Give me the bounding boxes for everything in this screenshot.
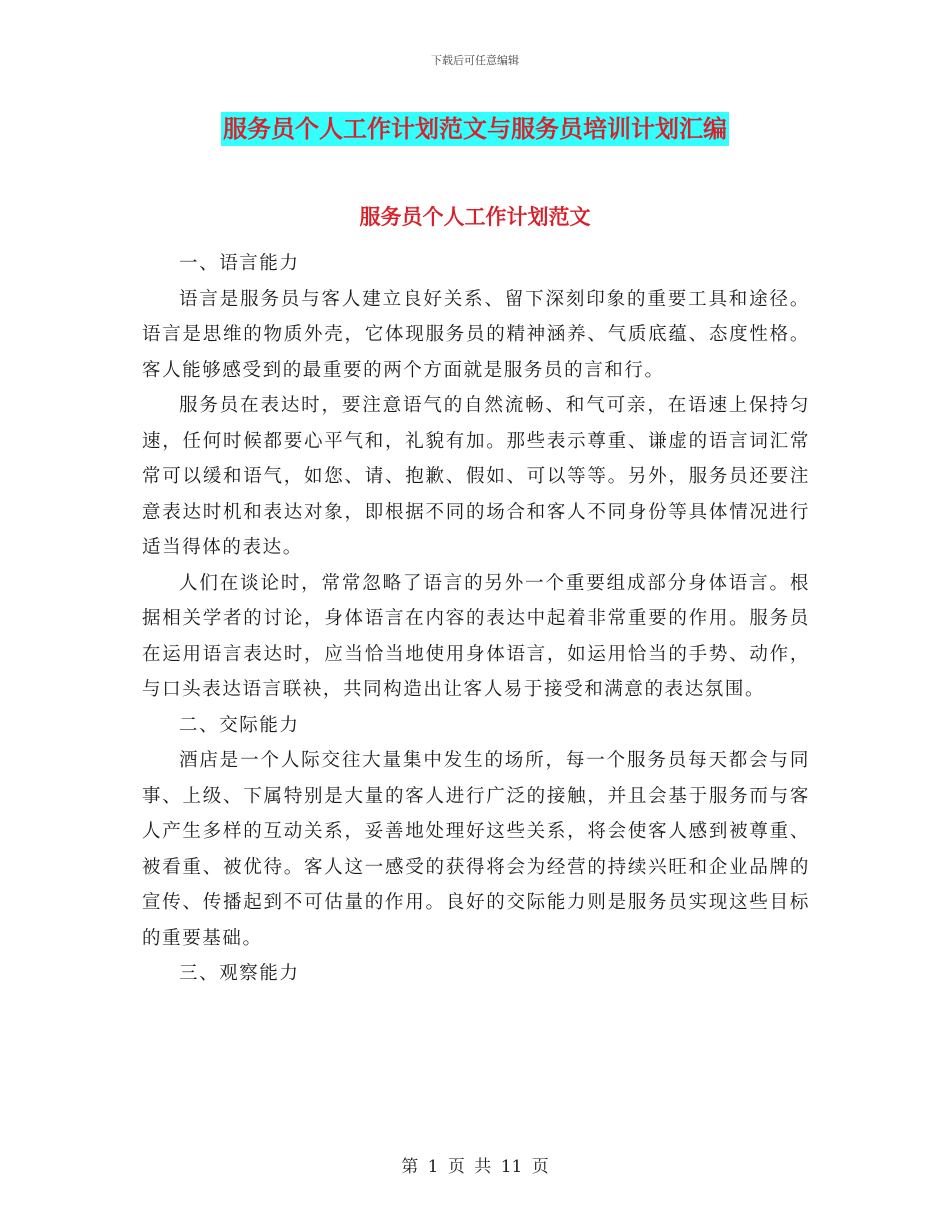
header-note: 下载后可任意编辑 (431, 54, 519, 67)
main-title: 服务员个人工作计划范文与服务员培训计划汇编 (221, 112, 729, 146)
heading-communication-ability: 二、交际能力 (179, 714, 300, 736)
main-title-container (0, 112, 950, 146)
paragraph: 人们在谈论时，常常忽略了语言的另外一个重要组成部分身体语言。根据相关学者的讨论，身体语言在内容的表达中起着非常重要的作用。服务员在运用语言表达时，应当恰当地使用身体语言，如运用恰当的手势、动作，与口头表达语言联袂，共同构造出让客人易于接受和满意的表达氛围。 (142, 572, 810, 700)
paragraph: 酒店是一个人际交往大量集中发生的场所，每一个服务员每天都会与同事、上级、下属特别是大量的客人进行广泛的接触，并且会基于服务而与客人产生多样的互动关系，妥善地处理好这些关系，将会使客人感到被尊重、被看重、被优待。客人这一感受的获得将会为经营的持续兴旺和企业品牌的宣传、传播起到不可估量的作用。良好的交际能力则是服务员实现这些目标的重要基础。 (142, 750, 810, 949)
section-title: 服务员个人工作计划范文 (359, 205, 591, 229)
paragraph: 语言是服务员与客人建立良好关系、留下深刻印象的重要工具和途径。语言是思维的物质外壳，它体现服务员的精神涵养、气质底蕴、态度性格。客人能够感受到的最重要的两个方面就是服务员的言和行。 (142, 288, 810, 381)
heading-observation-ability: 三、观察能力 (179, 963, 300, 984)
document-body (142, 246, 810, 992)
paragraph: 服务员在表达时，要注意语气的自然流畅、和气可亲，在语速上保持匀速，任何时候都要心平气和，礼貌有加。那些表示尊重、谦虚的语言词汇常常可以缓和语气，如您、请、抱歉、假如、可以等等。另外，服务员还要注意表达时机和表达对象，即根据不同的场合和客人不同身份等具体情况进行适当得体的表达。 (142, 395, 810, 558)
heading-language-ability: 一、语言能力 (179, 253, 300, 274)
page-number: 第 1 页 共 11 页 (401, 1157, 549, 1177)
